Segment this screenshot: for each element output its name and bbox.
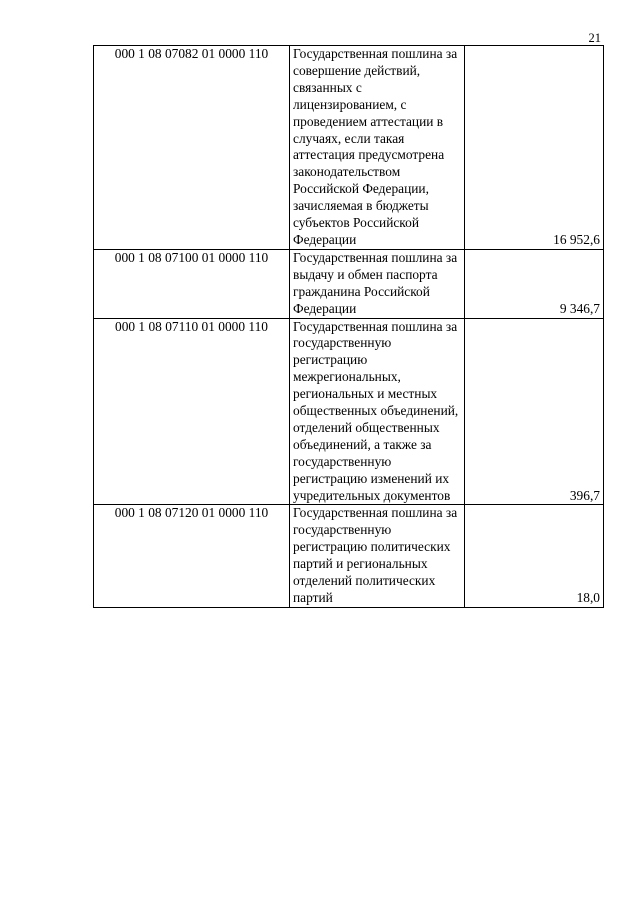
revenue-name: Государственная пошлина за выдачу и обмен паспорта гражданина Российской Федерации xyxy=(290,249,465,318)
budget-revenue-table xyxy=(93,45,604,608)
revenue-name: Государственная пошлина за совершение действий, связанных с лицензированием, с проведением аттестации в случаях, если такая аттестация предусмотрена законодательством Российской Федерации, зачисляемая в бюджеты субъектов Российской Федерации xyxy=(290,46,465,250)
revenue-amount: 16 952,6 xyxy=(465,46,604,250)
revenue-code: 000 1 08 07110 01 0000 110 xyxy=(94,318,290,505)
revenue-amount: 396,7 xyxy=(465,318,604,505)
revenue-code: 000 1 08 07100 01 0000 110 xyxy=(94,249,290,318)
table-row xyxy=(94,249,604,318)
table-row xyxy=(94,46,604,250)
revenue-code: 000 1 08 07120 01 0000 110 xyxy=(94,505,290,607)
revenue-code: 000 1 08 07082 01 0000 110 xyxy=(94,46,290,250)
revenue-amount: 18,0 xyxy=(465,505,604,607)
page-number: 21 xyxy=(588,31,601,45)
revenue-name: Государственная пошлина за государственную регистрацию политических партий и региональных отделений политических партий xyxy=(290,505,465,607)
table-row xyxy=(94,318,604,505)
revenue-amount: 9 346,7 xyxy=(465,249,604,318)
revenue-name: Государственная пошлина за государственную регистрацию межрегиональных, региональных и местных общественных объединений, отделений общественных объединений, а также за государственную регистрацию изменений их учредительных документов xyxy=(290,318,465,505)
table-row xyxy=(94,505,604,607)
